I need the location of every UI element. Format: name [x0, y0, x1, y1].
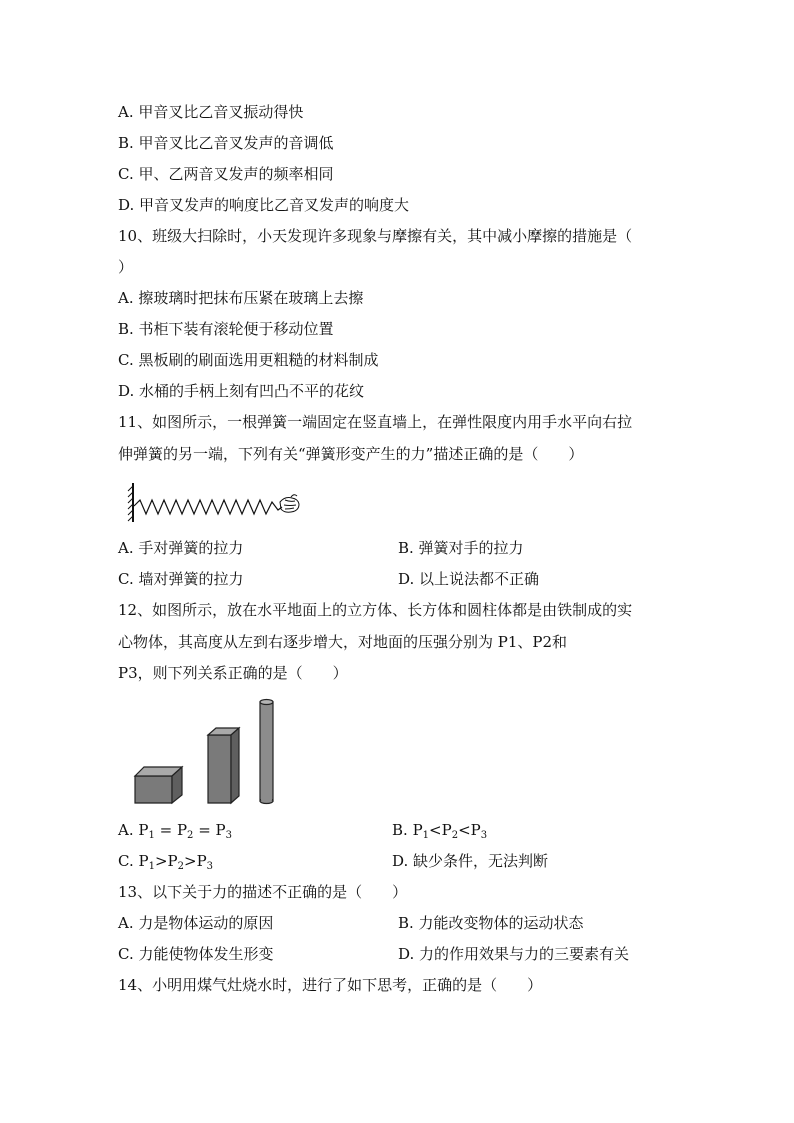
q11-stem-line2: 伸弹簧的另一端，下列有关“弹簧形变产生的力”描述正确的是（ ）	[118, 445, 584, 463]
q10-option-c: C. 黑板刷的刷面选用更粗糙的材料制成	[118, 351, 379, 369]
q12-option-d: D. 缺少条件，无法判断	[392, 852, 549, 870]
q11-option-a: A. 手对弹簧的拉力	[118, 539, 244, 557]
q9-option-a: A. 甲音叉比乙音叉振动得快	[118, 103, 304, 121]
cylinder	[260, 700, 273, 804]
hand-icon	[280, 495, 299, 512]
q10-option-d: D. 水桶的手柄上刻有凹凸不平的花纹	[118, 382, 365, 400]
q11-stem-line1: 11、如图所示，一根弹簧一端固定在竖直墙上，在弹性限度内用手水平向右拉	[118, 413, 633, 431]
q14-stem: 14、小明用煤气灶烧水时，进行了如下思考，正确的是（ ）	[118, 976, 543, 994]
q13-stem: 13、以下关于力的描述不正确的是（ ）	[118, 883, 408, 901]
q12-option-a: A. $P_1 = P_2 = P_3$	[118, 821, 232, 841]
q11-option-c: C. 墙对弹簧的拉力	[118, 570, 244, 588]
q12-option-c: C. $P_1>P_2>P_3$	[118, 852, 214, 872]
q9-option-c: C. 甲、乙两音叉发声的频率相同	[118, 165, 334, 183]
q9-option-b: B. 甲音叉比乙音叉发声的音调低	[118, 134, 334, 152]
q13-option-b: B. 力能改变物体的运动状态	[398, 914, 584, 932]
cube	[135, 767, 182, 803]
q11-option-d: D. 以上说法都不正确	[398, 570, 540, 588]
spring-figure	[125, 480, 310, 525]
cuboid	[208, 728, 239, 803]
q13-option-a: A. 力是物体运动的原因	[118, 914, 274, 932]
q12-stem-line3: P3，则下列关系正确的是（ ）	[118, 664, 348, 682]
spring	[134, 500, 282, 514]
q9-option-d: D. 甲音叉发声的响度比乙音叉发声的响度大	[118, 196, 410, 214]
solids-figure	[130, 695, 280, 807]
q11-option-b: B. 弹簧对手的拉力	[398, 539, 524, 557]
wall	[128, 483, 133, 522]
q12-option-b: B. $P_1<P_2<P_3$	[392, 821, 488, 841]
q12-stem-line2: 心物体，其高度从左到右逐步增大，对地面的压强分别为 P1、P2和	[118, 633, 568, 651]
q10-option-b: B. 书柜下装有滚轮便于移动位置	[118, 320, 334, 338]
q13-option-c: C. 力能使物体发生形变	[118, 945, 274, 963]
q10-stem-line2: ）	[118, 258, 134, 276]
q13-option-d: D. 力的作用效果与力的三要素有关	[398, 945, 630, 963]
q10-option-a: A. 擦玻璃时把抹布压紧在玻璃上去擦	[118, 289, 364, 307]
q12-stem-line1: 12、如图所示，放在水平地面上的立方体、长方体和圆柱体都是由铁制成的实	[118, 601, 633, 619]
q10-stem-line1: 10、班级大扫除时，小天发现许多现象与摩擦有关，其中减小摩擦的措施是（	[118, 227, 633, 245]
